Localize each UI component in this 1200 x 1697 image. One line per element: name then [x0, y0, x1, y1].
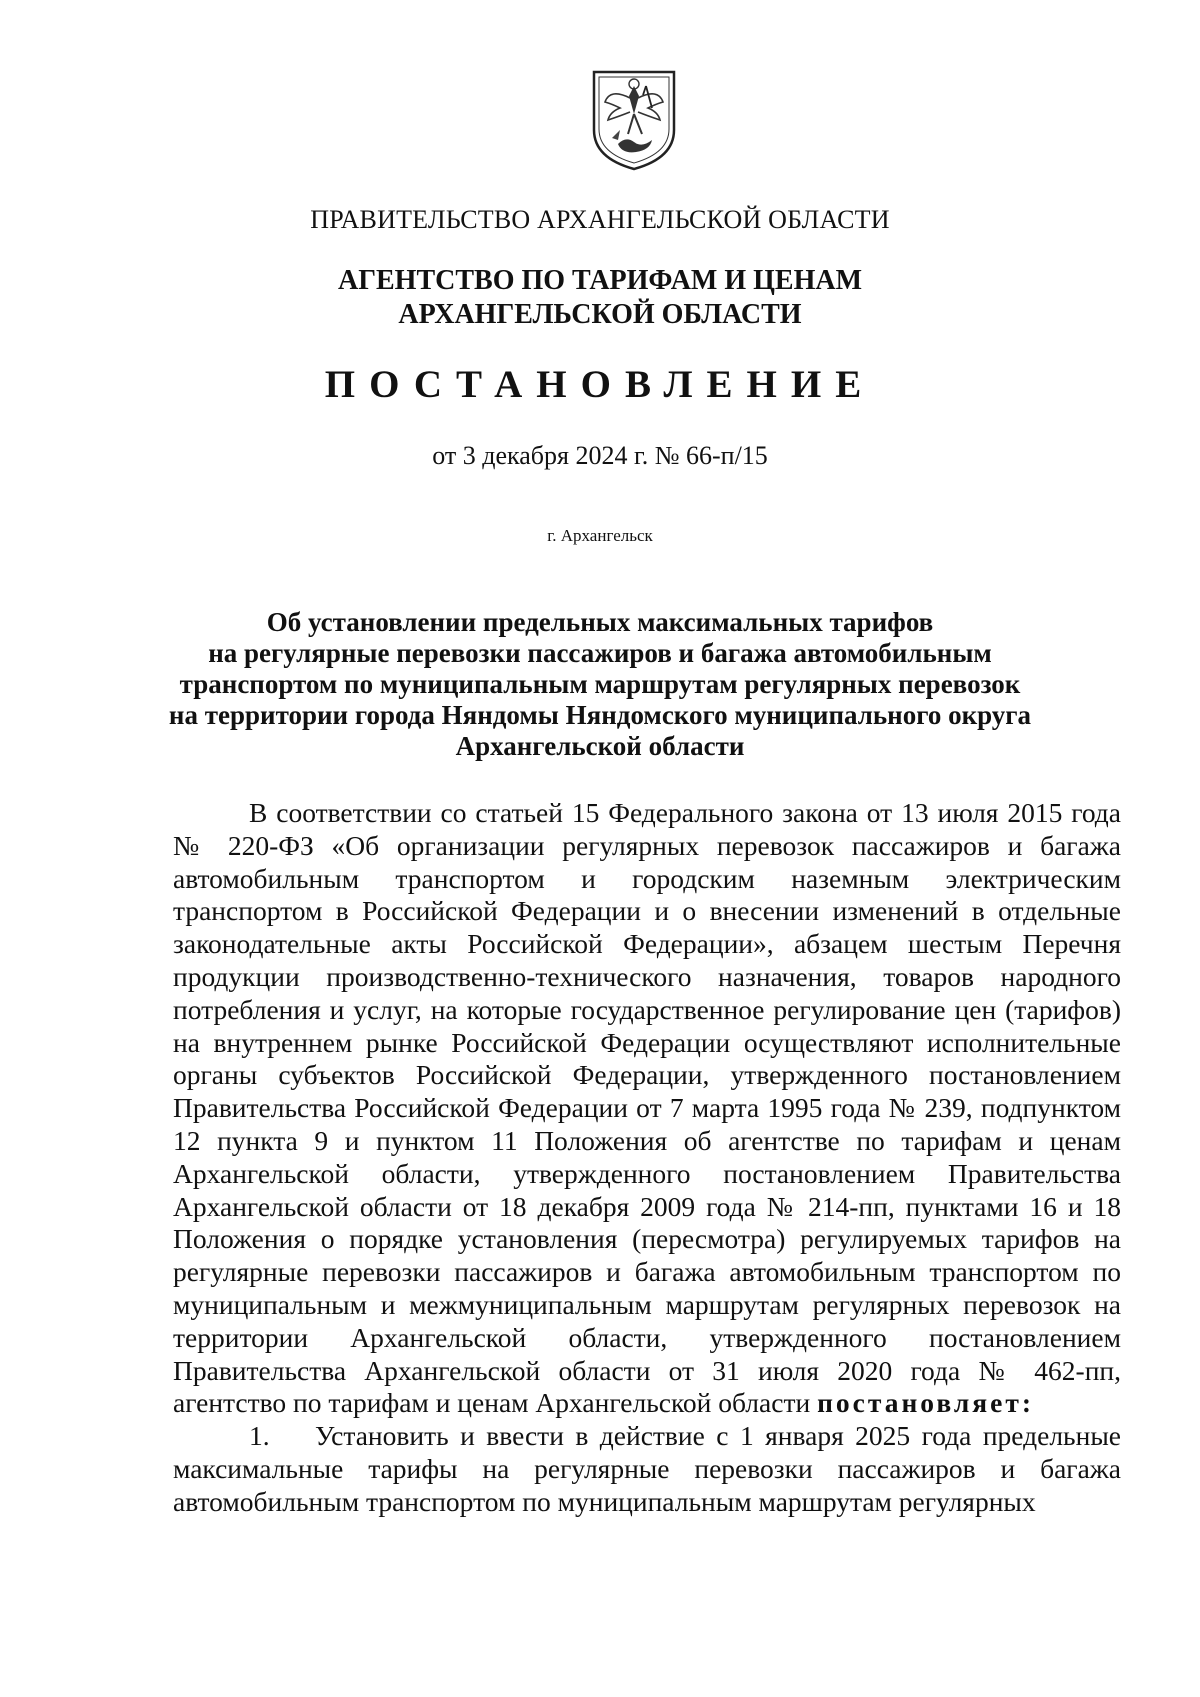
clause-1	[173, 1420, 1121, 1518]
coat-of-arms-emblem	[590, 68, 678, 172]
clause-1-number: 1.	[249, 1420, 270, 1452]
agency-name-line-2: АРХАНГЕЛЬСКОЙ ОБЛАСТИ	[398, 299, 802, 330]
document-type-title: ПОСТАНОВЛЕНИЕ	[324, 363, 876, 406]
decree-word: постановляет:	[817, 1387, 1035, 1419]
document-subject	[0, 607, 1200, 762]
preamble-paragraph	[173, 797, 1121, 1420]
agency-name-line-1: АГЕНТСТВО ПО ТАРИФАМ И ЦЕНАМ	[337, 265, 863, 296]
agency-name	[0, 264, 1200, 332]
subject-line-5: Архангельской области	[455, 731, 745, 761]
subject-line-1: Об установлении предельных максимальных тарифов	[266, 607, 934, 637]
document-city: г. Архангельск	[547, 526, 653, 545]
document-date-number: от 3 декабря 2024 г. № 66-п/15	[432, 441, 768, 470]
government-name: ПРАВИТЕЛЬСТВО АРХАНГЕЛЬСКОЙ ОБЛАСТИ	[310, 205, 890, 234]
subject-line-3: транспортом по муниципальным маршрутам регулярных перевозок	[179, 669, 1021, 699]
clause-1-text: Установить и ввести в действие с 1 января 2025 года предельные максимальные тарифы на регулярные перевозки пассажиров и багажа автомобильным транспортом по муниципальным маршрутам регулярных	[173, 1420, 1121, 1517]
preamble-text: В соответствии со статьей 15 Федерального закона от 13 июля 2015 года № 220-ФЗ «Об организации регулярных перевозок пассажиров и багажа автомобильным транспортом и городским наземным электрическим транспортом в Российской Федерации и о внесении изменений в отдельные законодательные акты Российской Федерации», абзацем шестым Перечня продукции производственно-технического назначения, товаров народного потребления и услуг, на которые государственное регулирование цен (тарифов) на внутреннем рынке Российской Федерации осуществляют исполнительные органы субъектов Российской Федерации, утвержденного постановлением Правительства Российской Федерации от 7 марта 1995 года № 239, подпунктом 12 пункта 9 и пунктом 11 Положения об агентстве по тарифам и ценам Архангельской области, утвержденного постановлением Правительства Архангельской области от 18 декабря 2009 года № 214-пп, пунктами 16 и 18 Положения о порядке установления (пересмотра) регулируемых тарифов на регулярные перевозки пассажиров и багажа автомобильным транспортом по муниципальным и межмуниципальным маршрутам регулярных перевозок на территории Архангельской области, утвержденного постановлением Правительства Архангельской области от 31 июля 2020 года № 462-пп, агентство по тарифам и ценам Архангельской области	[173, 797, 1121, 1419]
document-body	[173, 797, 1121, 1519]
subject-line-4: на территории города Няндомы Няндомского муниципального округа	[168, 700, 1032, 730]
subject-line-2: на регулярные перевозки пассажиров и багажа автомобильным	[208, 638, 992, 668]
